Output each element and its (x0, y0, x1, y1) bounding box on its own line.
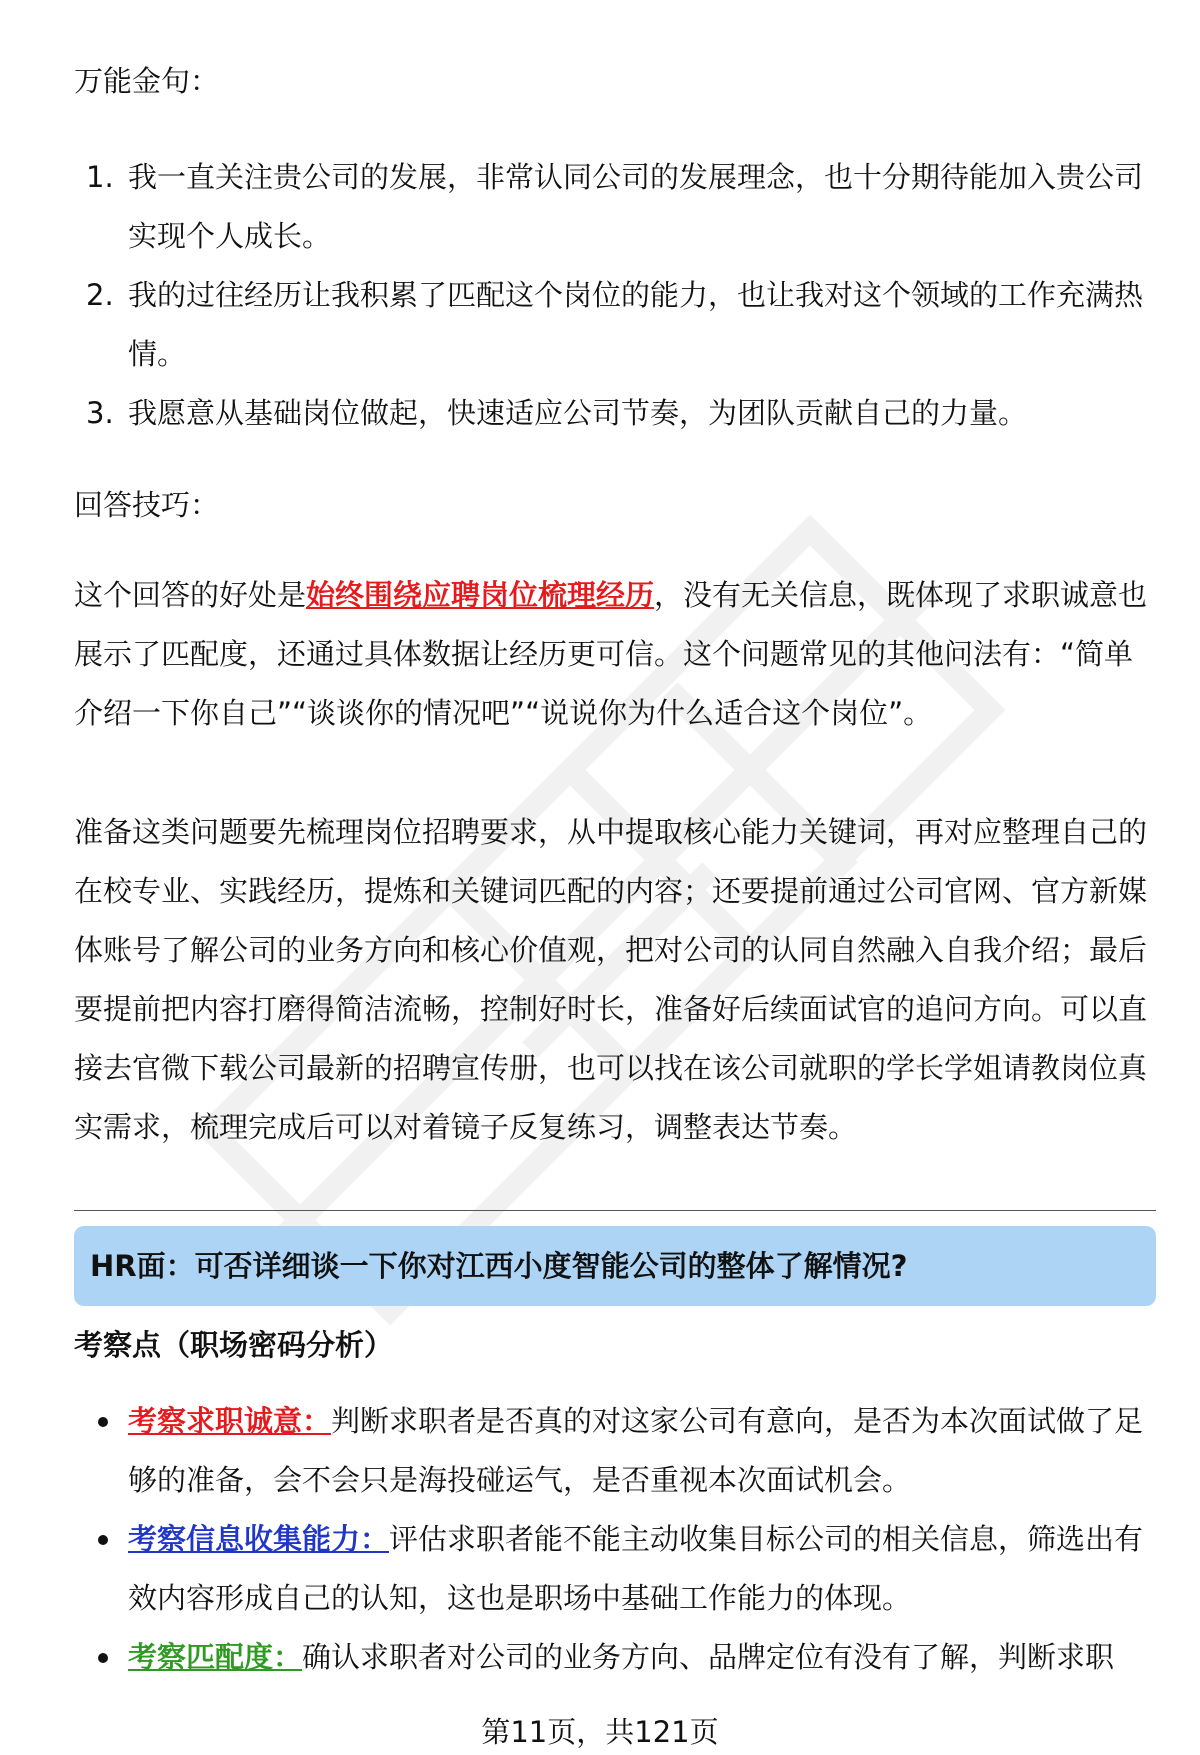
list-item (74, 266, 1154, 384)
analysis-label: 考察信息收集能力： (128, 1522, 390, 1556)
answer-tips-title: 回答技巧： (74, 488, 220, 522)
analysis-text: 确认求职者对公司的业务方向、品牌定位有没有了解，判断求职 (302, 1640, 1115, 1674)
bullet-icon (98, 1417, 108, 1427)
tips-highlight: 始终围绕应聘岗位梳理经历 (306, 578, 655, 612)
analysis-label: 考察匹配度： (128, 1640, 303, 1674)
analysis-text: 评估求职者能不能主动收集目标公司的相关信息，筛选出有效内容形成自己的认知，这也是职场中基础工作能力的体现。 (128, 1522, 1144, 1615)
analysis-title: 考察点（职场密码分析） (74, 1328, 394, 1362)
list-number: 2. (86, 278, 114, 312)
list-item-text: 我愿意从基础岗位做起，快速适应公司节奏，为团队贡献自己的力量。 (128, 396, 1028, 430)
bullet-icon (98, 1653, 108, 1663)
question-box (74, 1226, 1156, 1306)
list-item (74, 1392, 1154, 1510)
tips-text-prefix: 这个回答的好处是 (74, 578, 307, 612)
golden-sentences-title: 万能金句： (74, 64, 220, 98)
golden-sentences-list (74, 148, 1154, 443)
tips-text-suffix: ，没有无关信息，既体现了求职诚意也展示了匹配度，还通过具体数据让经历更可信。这个问题常见的其他问法有：“简单介绍一下你自己”“谈谈你的情况吧”“说说你为什么适合这个岗位”。 (74, 578, 1148, 730)
answer-tips-paragraph-2: 准备这类问题要先梳理岗位招聘要求，从中提取核心能力关键词，再对应整理自己的在校专业、实践经历，提炼和关键词匹配的内容；还要提前通过公司官网、官方新媒体账号了解公司的业务方向和核心价值观，把对公司的认同自然融入自我介绍；最后要提前把内容打磨得简洁流畅，控制好时长，准备好后续面试官的追问方向。可以直接去官微下载公司最新的招聘宣传册，也可以找在该公司就职的学长学姐请教岗位真实需求，梳理完成后可以对着镜子反复练习，调整表达节奏。 (74, 815, 1148, 1144)
analysis-list (74, 1392, 1154, 1687)
list-item (74, 384, 1154, 443)
analysis-text: 判断求职者是否真的对这家公司有意向，是否为本次面试做了足够的准备，会不会只是海投碰运气，是否重视本次面试机会。 (128, 1404, 1144, 1497)
list-item (74, 148, 1154, 266)
list-number: 1. (86, 160, 114, 194)
answer-tips-paragraph-1 (74, 566, 1154, 743)
question-text: HR面：可否详细谈一下你对江西小度智能公司的整体了解情况? (90, 1249, 908, 1283)
bullet-icon (98, 1535, 108, 1545)
analysis-label: 考察求职诚意： (128, 1404, 332, 1438)
list-item (74, 1510, 1154, 1628)
list-number: 3. (86, 396, 114, 430)
section-divider (74, 1210, 1156, 1211)
page-footer: 第11页，共121页 (481, 1715, 719, 1749)
list-item-text: 我一直关注贵公司的发展，非常认同公司的发展理念，也十分期待能加入贵公司实现个人成长。 (128, 160, 1144, 253)
list-item (74, 1628, 1154, 1687)
list-item-text: 我的过往经历让我积累了匹配这个岗位的能力，也让我对这个领域的工作充满热情。 (128, 278, 1144, 371)
